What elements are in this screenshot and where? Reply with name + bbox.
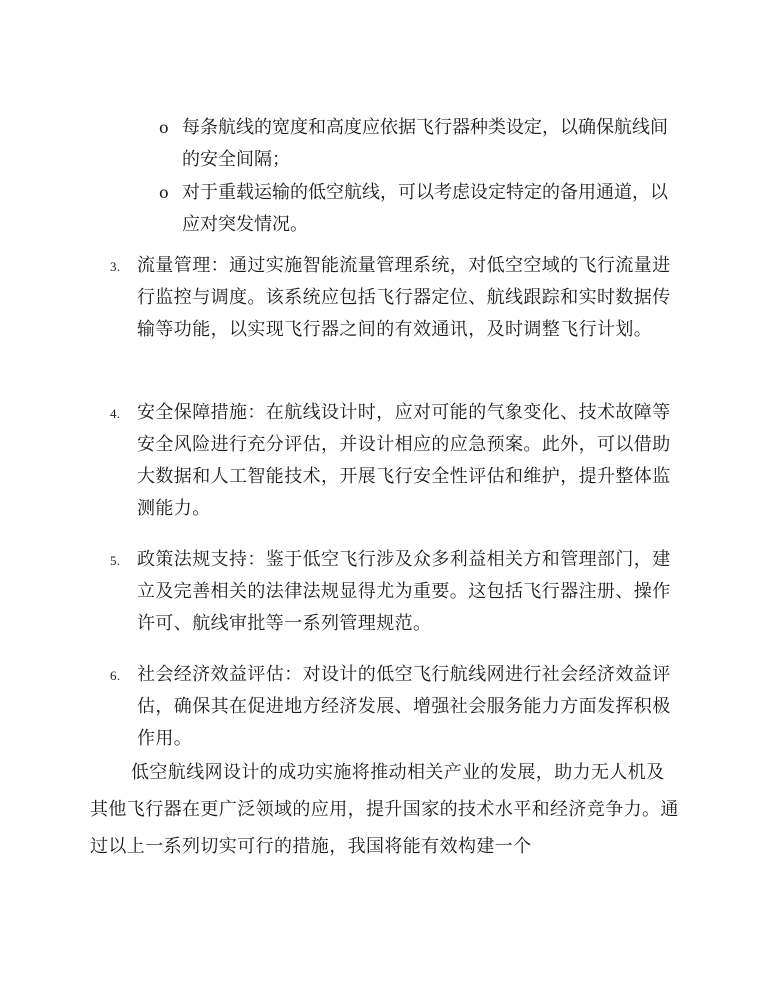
numbered-list-item bbox=[110, 250, 677, 346]
closing-paragraph: 低空航线网设计的成功实施将推动相关产业的发展，助力无人机及其他飞行器在更广泛领域的应用，提升国家的技术水平和经济竞争力。通过以上一系列切实可行的措施，我国将能有效构建一个 bbox=[90, 762, 679, 857]
hollow-bullet-icon: o bbox=[159, 183, 169, 202]
list-number: 6. bbox=[110, 668, 121, 683]
list-item-text: 社会经济效益评估：对设计的低空飞行航线网进行社会经济效益评估，确保其在促进地方经济发展、增强社会服务能力方面发挥积极作用。 bbox=[137, 664, 671, 749]
list-item-text: 政策法规支持：鉴于低空飞行涉及众多利益相关方和管理部门，建立及完善相关的法律法规显得尤为重要。这包括飞行器注册、操作许可、航线审批等一系列管理规范。 bbox=[137, 549, 671, 634]
numbered-list-item bbox=[110, 659, 677, 755]
list-number: 3. bbox=[110, 259, 121, 274]
hollow-bullet-icon: o bbox=[159, 118, 169, 137]
sub-list-item bbox=[159, 112, 672, 176]
sub-list-item-text: 对于重载运输的低空航线，可以考虑设定特定的备用通道，以应对突发情况。 bbox=[182, 182, 668, 235]
numbered-list-item bbox=[110, 397, 677, 525]
list-item-text: 安全保障措施：在航线设计时，应对可能的气象变化、技术故障等安全风险进行充分评估，并设计相应的应急预案。此外，可以借助大数据和人工智能技术，开展飞行安全性评估和维护，提升整体监测能力。 bbox=[137, 402, 671, 519]
list-number: 4. bbox=[110, 406, 121, 421]
sub-list-item bbox=[159, 177, 672, 241]
list-item-text: 流量管理：通过实施智能流量管理系统，对低空空域的飞行流量进行监控与调度。该系统应包括飞行器定位、航线跟踪和实时数据传输等功能，以实现飞行器之间的有效通讯，及时调整飞行计划。 bbox=[137, 255, 671, 340]
list-number: 5. bbox=[110, 553, 121, 568]
numbered-list-item bbox=[110, 544, 677, 640]
sub-list-item-text: 每条航线的宽度和高度应依据飞行器种类设定，以确保航线间的安全间隔； bbox=[182, 117, 668, 170]
